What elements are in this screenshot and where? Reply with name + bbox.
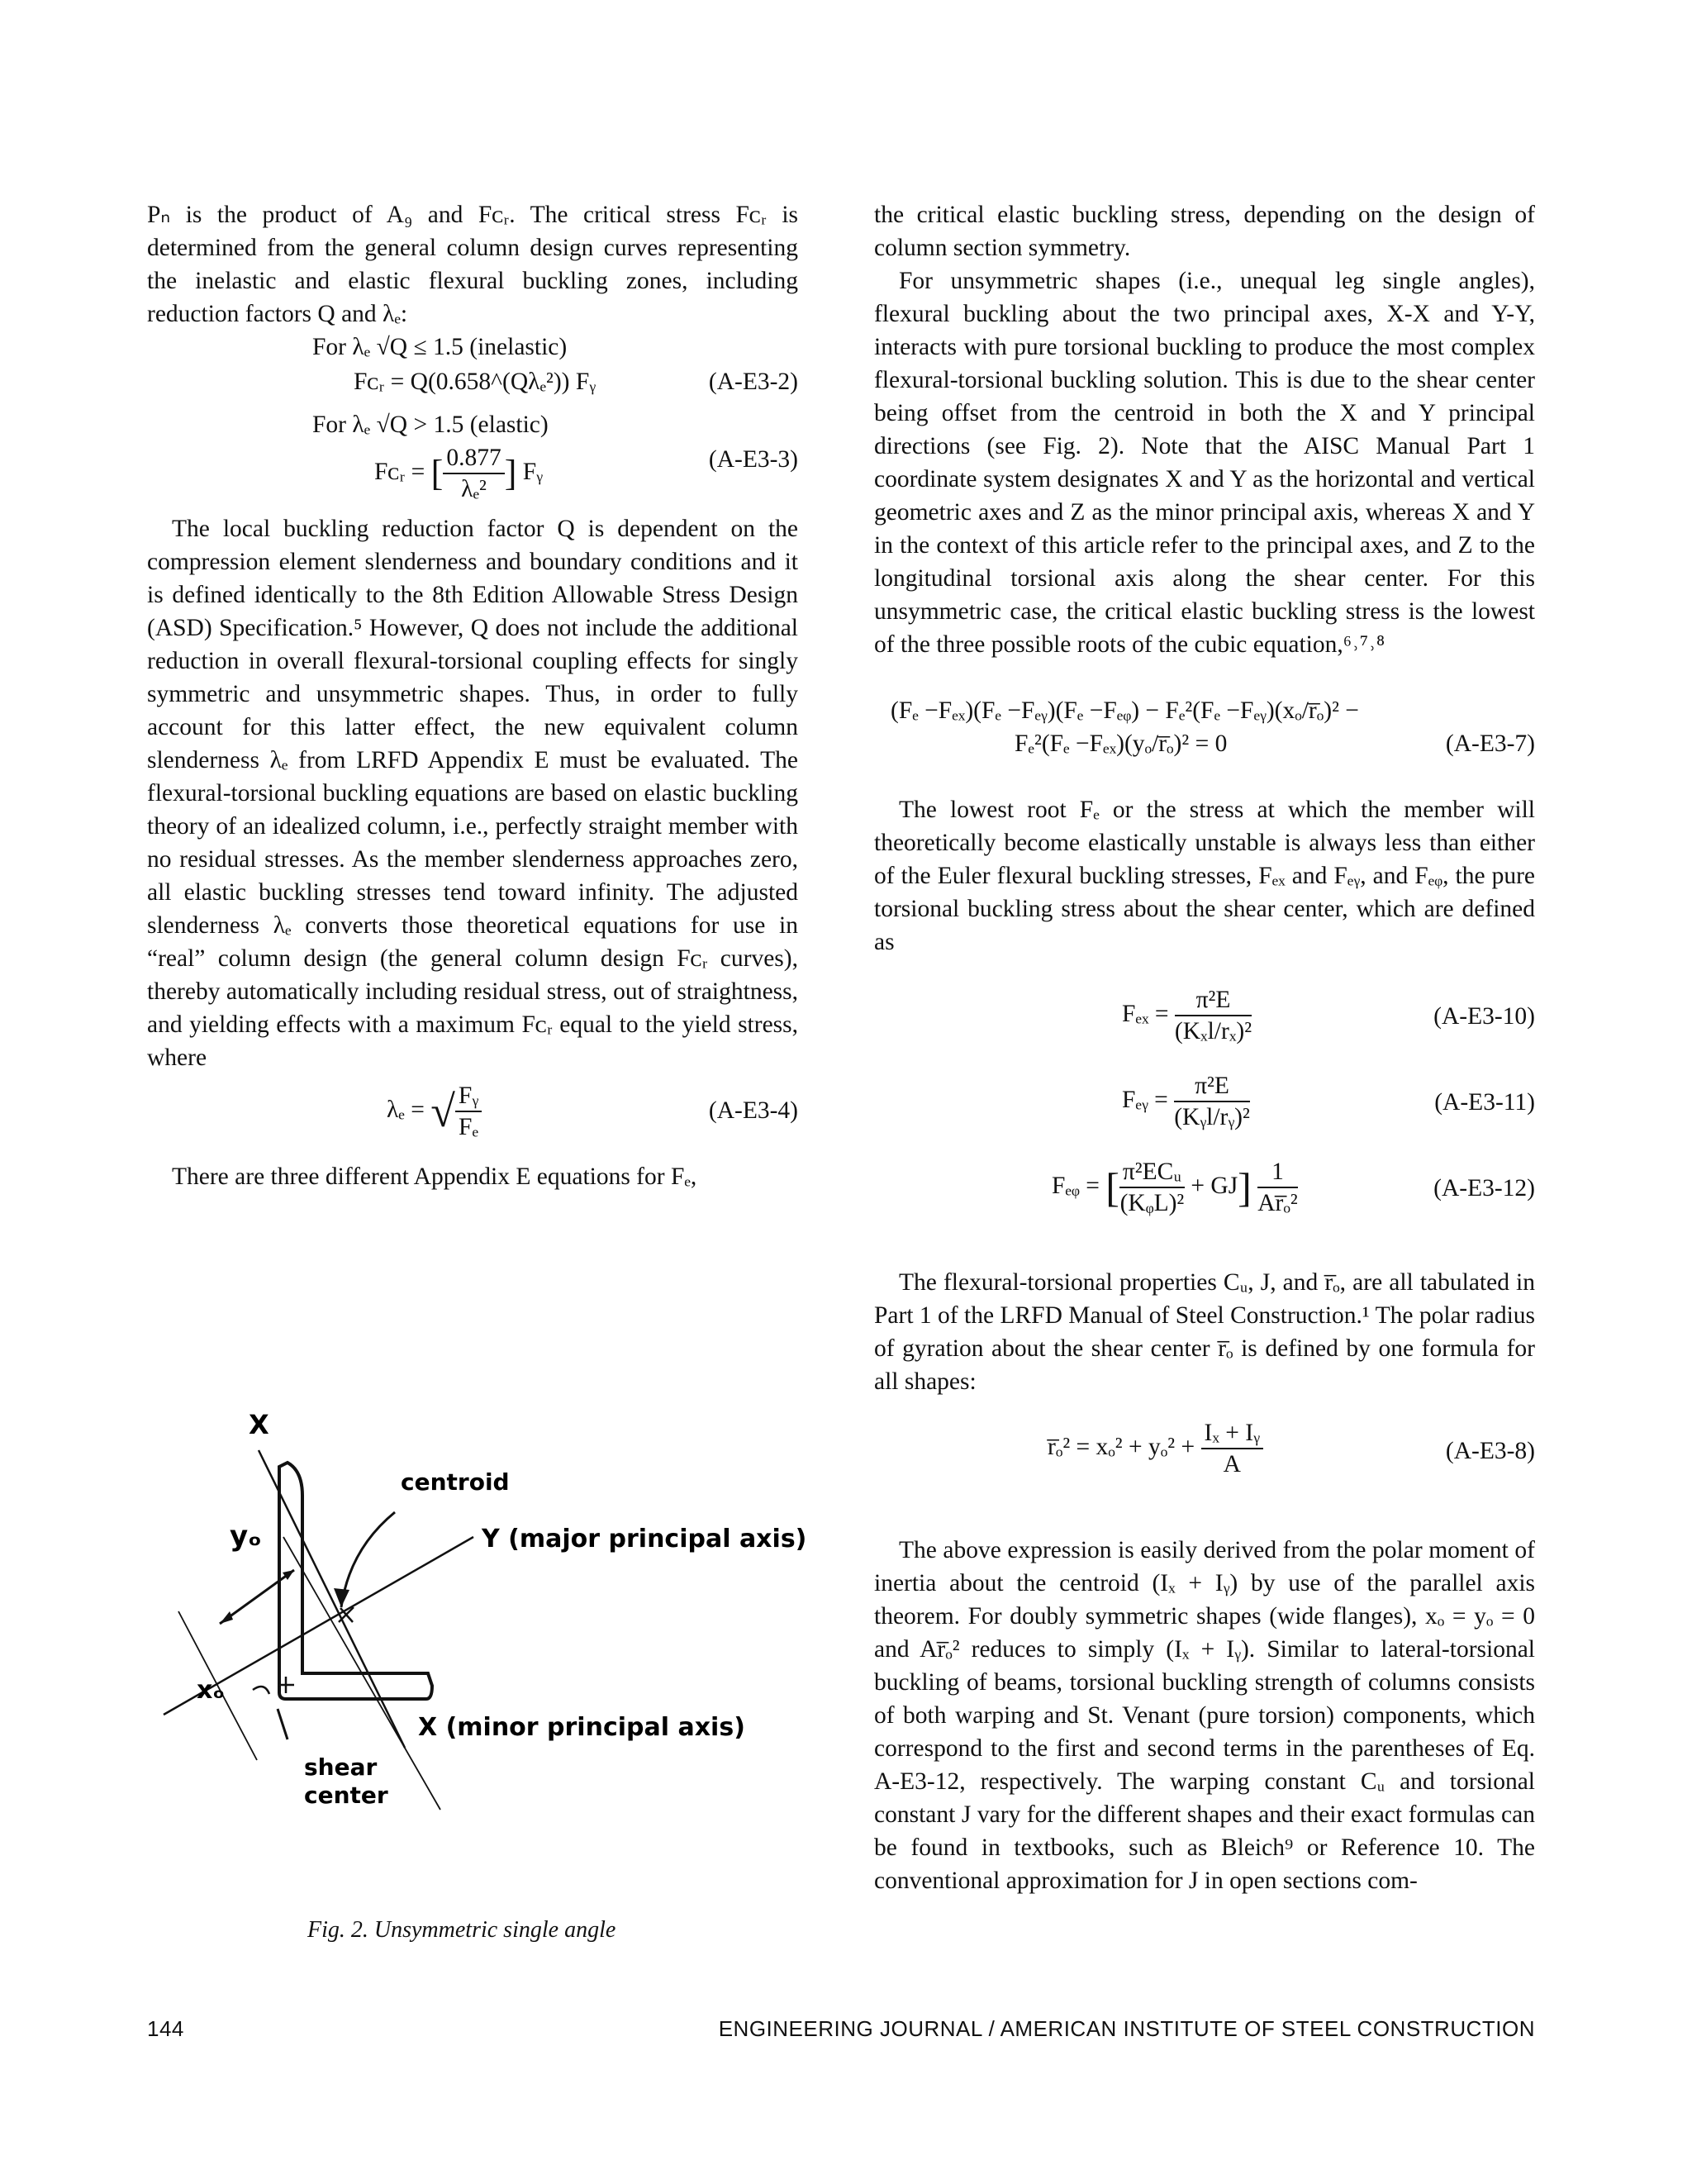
shear-center-leader [278,1709,288,1739]
equation-number: (A-E3-4) [708,1097,798,1124]
figure-caption: Fig. 2. Unsymmetric single angle [307,1917,616,1943]
equation-number: (A-E3-2) [708,369,798,395]
condition-inelastic: For λₑ √Q ≤ 1.5 (inelastic) [312,334,568,360]
paragraph: The lowest root Fₑ or the stress at which the member will theoretically become elastically unstable is always less than either of the Euler flexural buckling stresses, Fₑₓ and Fₑᵧ, and Fₑᵩ, the pure torsional buckling stress about the shear center, which are defined as [874,797,1535,955]
unsymmetric-angle-diagram [147,1405,808,1868]
arrowhead-icon [334,1588,349,1607]
fraction: $\frac{0.877}{\text{λₑ²}}$ [443,443,504,504]
label-x-top: X [249,1409,269,1440]
fraction: $\frac{\text{π²E}}{\text{(Kᵧl/rᵧ)²}}$ [1174,1073,1250,1130]
paragraph: There are three different Appendix E equations for Fₑ, [172,1163,697,1190]
centroid-leader [341,1512,395,1607]
journal-footer: ENGINEERING JOURNAL / AMERICAN INSTITUTE OF STEEL CONSTRUCTION [718,2016,1535,2041]
left-column [147,198,798,1193]
fraction: $\frac{1}{\text{Ar̅ₒ²}}$ [1257,1159,1298,1216]
xo-dimension [253,1687,269,1694]
paragraph: For unsymmetric shapes (i.e., unequal leg single angles), flexural buckling about the two principal axes, X-X and Y-Y, interacts with pure torsional buckling to produce the most complex flexural-torsional buckling solution. This is due to the shear center being offset from the centroid in both the X and Y principal directions (see Fig. 2). Note that the AISC Manual Part 1 coordinate system designates X and Y as the horizontal and vertical geometric axes and Z as the minor principal axis, whereas X and Y in the context of this article refer to the principal axes, and Z to the longitudinal torsional axis along the shear center. For this unsymmetric case, the critical elastic buckling stress is the lowest of the three possible roots of the cubic equation,⁶˒⁷˒⁸ [874,268,1535,658]
label-centroid: centroid [401,1468,510,1496]
label-x-axis: X (minor principal axis) [418,1713,745,1742]
arrowhead-icon [220,1611,233,1624]
equation-a-e3-10: Fₑₓ = $\frac{\text{π²E}}{\text{(Kₓl/rₓ)²}}$ (A-E3-10) [1122,987,1535,1044]
fraction: $\frac{\text{Iₓ + Iᵧ}}{A}$ [1201,1418,1263,1479]
equation-a-e3-8: r̅ₒ² = xₒ² + yₒ² + $\frac{\text{Iₓ + Iᵧ}}{A}$ (A-E3-8) [1048,1420,1535,1477]
paragraph: Pₙ is the product of A₉ and Fᴄᵣ. The critical stress Fᴄᵣ is determined from the general column design curves representing the inelastic and elastic flexural buckling zones, including reduction factors Q and λₑ: [147,202,798,327]
fraction: $\frac{\text{π²E}}{\text{(Kₓl/rₓ)²}}$ [1174,987,1252,1044]
equation-number: (A-E3-8) [1445,1438,1535,1464]
equation-number: (A-E3-12) [1433,1175,1535,1201]
equation-a-e3-2: Fᴄᵣ = Q(0.658^(Qλₑ²)) Fᵧ (A-E3-2) [147,365,798,408]
equation-number: (A-E3-10) [1433,1003,1535,1030]
equation-a-e3-4: λₑ = √ $\frac{\text{Fᵧ}}{\text{Fₑ}}$ (A-E3-4) [387,1082,798,1140]
equation-a-e3-11: Fₑᵧ = $\frac{\text{π²E}}{\text{(Kᵧl/rᵧ)²}}$ (A-E3-11) [1122,1073,1535,1130]
equation-number: (A-E3-7) [1445,730,1535,757]
label-y-axis: Y (major principal axis) [482,1525,807,1554]
equation-a-e3-7: (Fₑ −Fₑₓ)(Fₑ −Fₑᵧ)(Fₑ −Fₑᵩ) − Fₑ²(Fₑ −Fₑᵧ)(xₒ/r̅ₒ)² − Fₑ²(Fₑ −Fₑₓ)(yₒ/r̅ₒ)² = 0 (A-E3-7) [874,694,1535,793]
condition-elastic: For λₑ √Q > 1.5 (elastic) [312,412,549,438]
paragraph: The flexural-torsional properties Cᵤ, J, and r̅ₒ, are all tabulated in Part 1 of the LRFD Manual of Steel Construction.¹ The polar radius of gyration about the shear center r̅ₒ is defined by one formula for all shapes: [874,1269,1535,1395]
equation-number: (A-E3-11) [1434,1089,1535,1116]
right-column [874,198,1535,1897]
fraction: $\frac{\text{π²ECᵤ}}{\text{(KᵩL)²}}$ [1119,1159,1185,1216]
label-shear: shear [304,1753,378,1781]
label-yo: yₒ [230,1520,262,1553]
label-center: center [304,1782,388,1809]
equation-a-e3-3: Fᴄᵣ = [ $\frac{0.877}{\text{λₑ²}}$ ] Fᵧ (A-E3-3) [374,445,798,502]
paragraph: The local buckling reduction factor Q is dependent on the compression element slenderness and boundary conditions and it is defined identically to the 8th Edition Allowable Stress Design (ASD) Specification.⁵ However, Q does not include the additional reduction in overall flexural-torsional coupling effects for singly symmetric and unsymmetric shapes. Thus, in order to fully account for this latter effect, the new equivalent column slenderness λₑ from LRFD Appendix E must be evaluated. The flexural-torsional buckling equations are based on elastic buckling theory of an idealized column, i.e., perfectly straight member with no residual stresses. As the member slenderness approaches zero, all elastic buckling stresses tend toward infinity. The adjusted slenderness λₑ converts those theoretical equations for use in “real” column design (the general column design Fᴄᵣ curves), thereby automatically including residual stress, out of straightness, and yielding effects with a maximum Fᴄᵣ equal to the yield stress, where [147,516,798,1071]
label-xo: xₒ [197,1676,225,1705]
equation-a-e3-12: Fₑᵩ = [ $\frac{\text{π²ECᵤ}}{\text{(KᵩL)²}}$ + GJ] $\frac{1}{\text{Ar̅ₒ²}}$ (A-E3-12) [1052,1159,1535,1216]
equation-number: (A-E3-3) [708,446,798,473]
paragraph: the critical elastic buckling stress, depending on the design of column section symmetry. [874,202,1535,261]
page-number: 144 [147,2016,184,2041]
fraction: $\frac{\text{Fᵧ}}{\text{Fₑ}}$ [455,1081,482,1142]
paragraph: The above expression is easily derived from the polar moment of inertia about the centroid (Iₓ + Iᵧ) by use of the parallel axis theorem. For doubly symmetric shapes (wide flanges), xₒ = yₒ = 0 and Ar̅ₒ² reduces to simply (Iₓ + Iᵧ). Similar to lateral-torsional buckling of beams, torsional buckling strength of columns consists of both warping and St. Venant (pure torsion) components, which correspond to the first and second terms in the parentheses of Eq. A-E3-12, respectively. The warping constant Cᵤ and torsional constant J vary for the different shapes and their exact formulas can be found in textbooks, such as Bleich⁹ or Reference 10. The conventional approximation for J in open sections com- [874,1537,1535,1894]
